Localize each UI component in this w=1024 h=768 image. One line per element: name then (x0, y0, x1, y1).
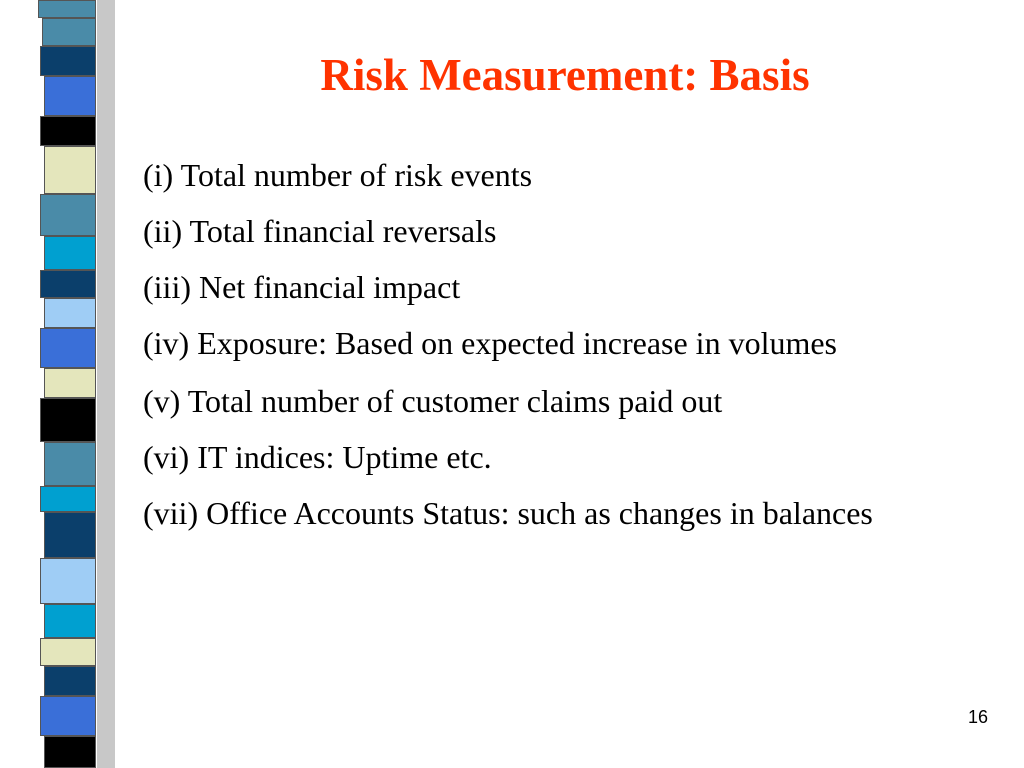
stripe-block (44, 236, 96, 270)
decorative-stripe (0, 0, 120, 768)
stripe-block (40, 638, 96, 666)
stripe-block (40, 486, 96, 512)
stripe-block (40, 328, 96, 368)
stripe-block (40, 558, 96, 604)
list-item: (i) Total number of risk events (143, 157, 533, 193)
stripe-block (40, 194, 96, 236)
stripe-block (44, 442, 96, 486)
stripe-block (40, 116, 96, 146)
stripe-block (38, 0, 96, 18)
stripe-block (44, 368, 96, 398)
slide-title: Risk Measurement: Basis (320, 50, 810, 100)
stripe-block (44, 76, 96, 116)
stripe-block (40, 46, 96, 76)
stripe-block (44, 666, 96, 696)
list-item: (vi) IT indices: Uptime etc. (143, 439, 492, 475)
stripe-block (44, 146, 96, 194)
page-number: 16 (967, 707, 988, 727)
list-item: (ii) Total financial reversals (143, 213, 497, 249)
list-item: (iii) Net financial impact (143, 269, 461, 305)
stripe-block (44, 512, 96, 558)
stripe-block (40, 696, 96, 736)
stripe-block (44, 736, 96, 768)
list-item: (vii) Office Accounts Status: such as changes in balances (143, 495, 873, 531)
list-item: (v) Total number of customer claims paid out (143, 383, 723, 419)
stripe-block (44, 604, 96, 638)
bullet-list (143, 155, 943, 549)
list-item: (iv) Exposure: Based on expected increase in volumes (143, 325, 837, 361)
stripe-block (44, 298, 96, 328)
stripe-block (42, 18, 96, 46)
stripe-block (40, 270, 96, 298)
stripe-block (40, 398, 96, 442)
